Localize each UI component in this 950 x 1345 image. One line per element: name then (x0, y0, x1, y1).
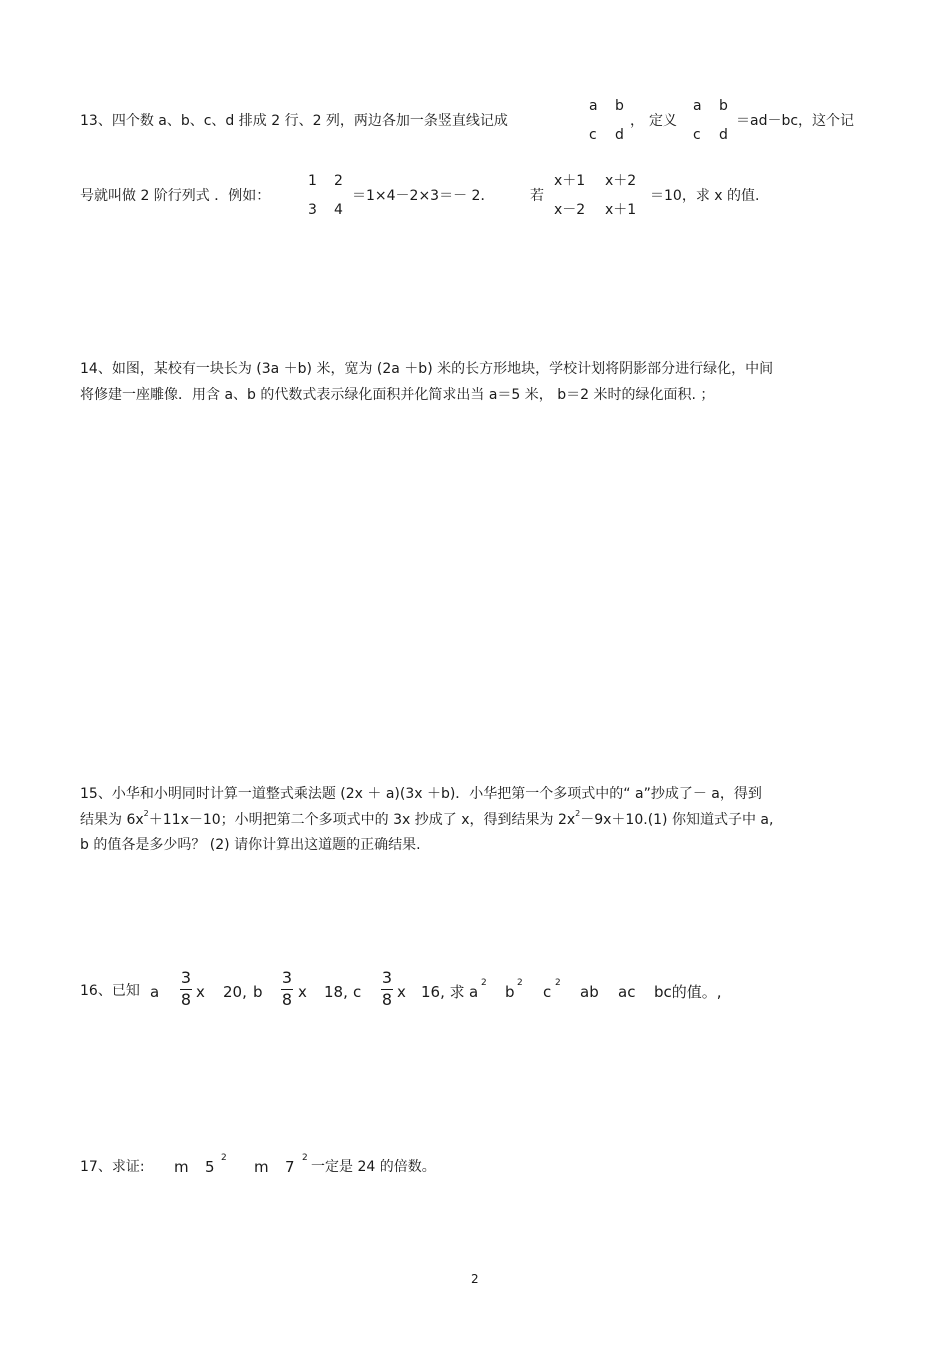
fraction-3-8 (381, 970, 393, 1008)
q15-line2-part2: ＋11x－10；小明把第二个多项式中的 3x 抄成了 x，得到结果为 2x (148, 812, 576, 828)
page-number: 2 (471, 1272, 479, 1286)
q15-line2-part1: 结果为 6x (80, 812, 144, 828)
q17-exponent-1: 2 (221, 1153, 227, 1163)
q13-line2: 号就叫做 2 阶行列式 ．例如： (80, 188, 271, 204)
q16-label: 16、已知 (80, 983, 140, 999)
fraction-denominator: 8 (281, 990, 293, 1009)
fraction-numerator: 3 (180, 968, 192, 987)
q15-line3: b 的值各是多少吗？ (2) 请你计算出这道题的正确结果. (80, 837, 421, 853)
q16-a: a (150, 983, 160, 1001)
q13-example-result: ＝1×4－2×3＝－ 2． (352, 188, 495, 204)
q13-result: ＝ad－bc，这个记 (736, 113, 855, 129)
q16-ab: ab (580, 983, 599, 1001)
q17-5: 5 (205, 1158, 215, 1176)
q17-7: 7 (285, 1158, 295, 1176)
fraction-3-8 (180, 970, 192, 1008)
fraction-3-8 (281, 970, 293, 1008)
q15-exponent-1: 2 (143, 809, 149, 818)
q15-exponent-2: 2 (575, 809, 581, 818)
q14-line1: 14、如图，某校有一块长为 (3a ＋b) 米，宽为 (2a ＋b) 米的长方形地块，学校计划将阴影部分进行绿化，中间 (80, 361, 774, 377)
q16-value-1: 20, (223, 983, 247, 1001)
q15-line2-part3: －9x＋10.(1) 你知道式子中 a, (580, 812, 774, 828)
q15-line1: 15、小华和小明同时计算一道整式乘法题 (2x ＋ a)(3x ＋b)．小华把第一个多项式中的“ a”抄成了－ a，得到 (80, 786, 762, 802)
q13-if: 若 (530, 188, 544, 204)
q16-b: b (253, 983, 263, 1001)
q16-x-3: x (397, 983, 406, 1001)
fraction-numerator: 3 (381, 968, 393, 987)
q13-define: 定义 (649, 113, 677, 129)
q14-line2: 将修建一座雕像．用含 a、b 的代数式表示绿化面积并化简求出当 a＝5 米， b＝2 米时的绿化面积. ； (80, 387, 715, 403)
fraction-denominator: 8 (381, 990, 393, 1009)
q13-question-result: ＝10，求 x 的值. (650, 188, 760, 204)
q16-exponent: 2 (555, 978, 561, 988)
q16-c: c (353, 983, 362, 1001)
q17-m-1: m (174, 1158, 189, 1176)
q13-comma: ， (630, 113, 644, 129)
q16-value-3: 16, 求 (421, 983, 465, 1001)
q17-label: 17、求证: (80, 1159, 145, 1175)
q16-x-1: x (196, 983, 205, 1001)
q16-x-2: x (298, 983, 307, 1001)
q17-exponent-2: 2 (302, 1153, 308, 1163)
q13-intro: 13、四个数 a、b、c、d 排成 2 行、2 列，两边各加一条竖直线记成 (80, 113, 508, 129)
q16-ac: ac (618, 983, 636, 1001)
fraction-numerator: 3 (281, 968, 293, 987)
q16-value-2: 18, (324, 983, 348, 1001)
q15-line2 (80, 809, 774, 828)
q16-a-squared: a (469, 983, 479, 1001)
q17-m-2: m (254, 1158, 269, 1176)
q16-c-squared: c (543, 983, 552, 1001)
q16-exponent: 2 (517, 978, 523, 988)
q16-b-squared: b (505, 983, 515, 1001)
fraction-denominator: 8 (180, 990, 192, 1009)
q17-tail: 一定是 24 的倍数。 (311, 1159, 436, 1175)
q16-exponent: 2 (481, 978, 487, 988)
q16-bc-tail: bc的值。, (654, 983, 722, 1001)
